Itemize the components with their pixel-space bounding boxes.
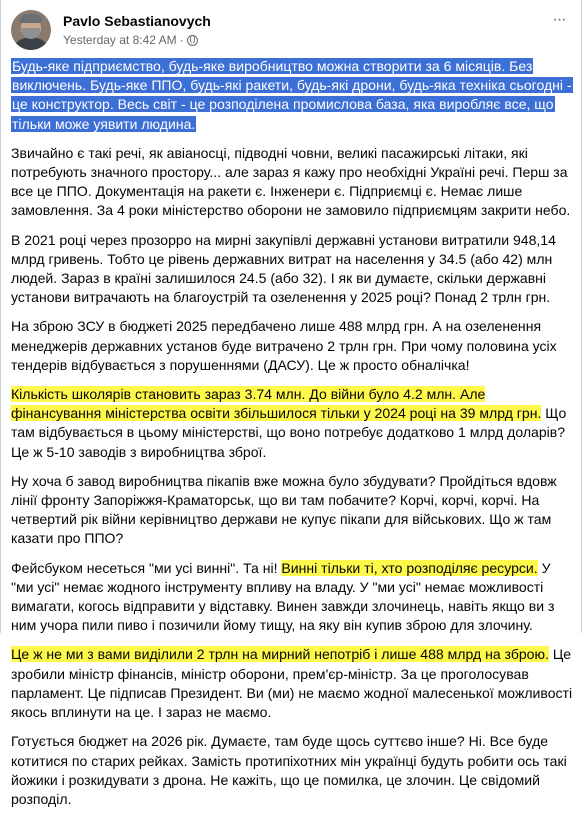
post-paragraph xyxy=(11,385,576,462)
meta-separator: · xyxy=(179,33,184,47)
avatar[interactable] xyxy=(11,10,51,50)
highlighted-text: Це ж не ми з вами виділили 2 трлн на мирний непотріб і лише 488 млрд на зброю. xyxy=(11,646,549,663)
paragraph-text: У "ми усі" немає жодного інструменту впливу на владу. У "ми усі" немає можливості вимагати, когось відправити у відставку. Винен завжди злочинець, навіть якщо ви з ним учора пили пиво і позичили йому тищу, на яку він купив зброю для злочину. xyxy=(11,559,555,634)
post-timestamp[interactable]: Yesterday at 8:42 AM xyxy=(63,33,177,47)
post-paragraph xyxy=(11,57,576,134)
post-paragraph xyxy=(11,231,576,308)
avatar-shoulders xyxy=(13,38,49,50)
post-text xyxy=(11,57,576,819)
post-meta xyxy=(63,32,198,48)
paragraph-text: Що там відбувається в цьому міністерстві, що воно потребує додатково 1 млрд доларів? Це ж 5-10 заводів з виробництва зброї. xyxy=(11,405,567,460)
author-name[interactable]: Pavlo Sebastianovych xyxy=(63,13,211,29)
avatar-hair xyxy=(20,14,42,23)
globe-icon[interactable] xyxy=(187,35,198,46)
paragraph-text: Звичайно є такі речі, як авіаносці, підводні човни, великі пасажирські літаки, які потребують значного простору... але зараз я кажу про необхідні Україні речі. Перш за все це ППО. Документація на ракети є. Інженери є. Підприємці є. Немає лише замовлення. За 4 роки міністерство оборони не замовило підприємцям закрити небо. xyxy=(11,144,571,219)
selected-text: Будь-яке підприємство, будь-яке виробництво можна створити за 6 місяців. Без виключень. Будь-яке ППО, будь-які ракети, будь-які дрони, будь-яка техніка сьогодні - це конструктор. Весь світ - це розподілена промислова база, яка виробляє все, що тільки може уявити людина. xyxy=(12,58,572,132)
highlighted-text: Винні тільки ті, хто розподіляє ресурси. xyxy=(281,559,538,576)
post-paragraph xyxy=(11,472,576,549)
paragraph-text: Готується бюджет на 2026 рік. Думаєте, там буде щось суттєво інше? Ні. Все буде котитися по старих рейках. Замість протипіхотних мін українці будуть робити ось такі йожики і розкидувати з дрона. Не кажіть, що це помилка, це злочин. Це свідомий розподіл. xyxy=(11,733,567,807)
post-header xyxy=(11,8,573,52)
post-paragraph xyxy=(11,732,576,809)
paragraph-text: Фейсбуком несеться "ми усі винні". Та ні! xyxy=(11,559,282,576)
post-paragraph xyxy=(11,144,576,221)
highlighted-text: Кількість школярів становить зараз 3.74 млн. До війни було 4.2 млн. Але фінансування міністерства освіти збільшилося тільки у 2024 році на 39 млрд грн. xyxy=(11,386,542,422)
paragraph-text: На зброю ЗСУ в бюджеті 2025 передбачено лише 488 млрд грн. А на озеленення менеджерів державних установ буде витрачено 2 трлн грн. При чому половина усіх тендерів відбувається з порушеннями (ДАСУ). Це ж просто обналічка! xyxy=(11,318,557,373)
more-options-icon[interactable]: ··· xyxy=(552,11,566,28)
post-paragraph xyxy=(11,559,576,636)
post-paragraph xyxy=(11,645,576,722)
paragraph-text: Ну хоча б завод виробництва пікапів вже можна було збудувати? Пройдіться вдовж лінії фронту Запоріжжя-Краматорськ, що ви там побачите? Корчі, корчі, корчі. На четвертий рік війни керівництво держави не купує пікапи для військових. Що ж там казати про ППО? xyxy=(11,472,557,547)
paragraph-text: В 2021 році через прозорро на мирні закупівлі державні установи витратили 948,14 млрд гривень. Тобто це рівень державних витрат на населення у 34.5 (або 42) млн людей. Зараз в країні залишилося 24.5 (або 32). І як ви думаєте, скільки державні установи витрачають на благоустрій та озеленення у 2025 році? Понад 2 трлн грн. xyxy=(11,231,556,306)
post-paragraph xyxy=(11,317,576,375)
paragraph-text: Це зробили міністр фінансів, міністр оборони, прем'єр-міністр. За це проголосував парламент. Це підписав Президент. Ви (ми) не маємо жодної малесенької можливості якось вплинути на це. І зараз не маємо. xyxy=(11,646,573,721)
